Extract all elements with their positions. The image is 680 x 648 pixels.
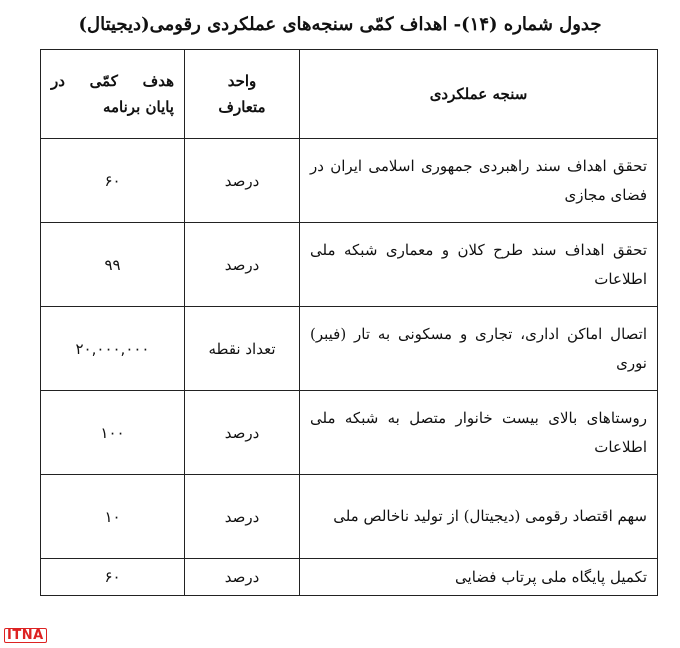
header-unit bbox=[185, 50, 300, 139]
row-metric: روستاهای بالای بیست خانوار متصل به شبکه ملی اطلاعات bbox=[300, 391, 658, 475]
row-unit: تعداد نقطه bbox=[185, 307, 300, 391]
header-row bbox=[41, 50, 658, 139]
table-row bbox=[41, 139, 658, 223]
itna-logo-text: ITNA bbox=[4, 628, 47, 643]
header-unit-line2: متعارف bbox=[218, 98, 266, 116]
header-unit-line1: واحد bbox=[227, 72, 257, 90]
row-target: ۶۰ bbox=[41, 139, 185, 223]
row-target: ۹۹ bbox=[41, 223, 185, 307]
row-unit: درصد bbox=[185, 139, 300, 223]
row-unit: درصد bbox=[185, 391, 300, 475]
table-title: جدول شماره (۱۴)- اهداف کمّی سنجه‌های عملکردی رقومی(دیجیتال) bbox=[78, 14, 602, 35]
header-metric: سنجه عملکردی bbox=[300, 50, 658, 139]
itna-logo bbox=[4, 628, 60, 644]
row-target: ۱۰۰ bbox=[41, 391, 185, 475]
row-unit: درصد bbox=[185, 559, 300, 596]
row-target: ۶۰ bbox=[41, 559, 185, 596]
row-metric: اتصال اماکن اداری، تجاری و مسکونی به تار (فیبر) نوری bbox=[300, 307, 658, 391]
table-row bbox=[41, 391, 658, 475]
header-target-line2: پایان برنامه bbox=[102, 98, 174, 116]
header-target-line1: هدف کمّی در bbox=[51, 72, 174, 90]
row-metric: سهم اقتصاد رقومی (دیجیتال) از تولید ناخالص ملی bbox=[300, 475, 658, 559]
performance-table bbox=[40, 49, 658, 596]
row-metric: تحقق اهداف سند راهبردی جمهوری اسلامی ایران در فضای مجازی bbox=[300, 139, 658, 223]
row-metric: تکمیل پایگاه ملی پرتاب فضایی bbox=[300, 559, 658, 596]
table-row bbox=[41, 559, 658, 596]
row-target: ۱۰ bbox=[41, 475, 185, 559]
row-unit: درصد bbox=[185, 223, 300, 307]
header-target bbox=[41, 50, 185, 139]
table-row bbox=[41, 475, 658, 559]
row-metric: تحقق اهداف سند طرح کلان و معماری شبکه ملی اطلاعات bbox=[300, 223, 658, 307]
table-row bbox=[41, 223, 658, 307]
row-target: ۲۰,۰۰۰,۰۰۰ bbox=[41, 307, 185, 391]
row-unit: درصد bbox=[185, 475, 300, 559]
table-row bbox=[41, 307, 658, 391]
